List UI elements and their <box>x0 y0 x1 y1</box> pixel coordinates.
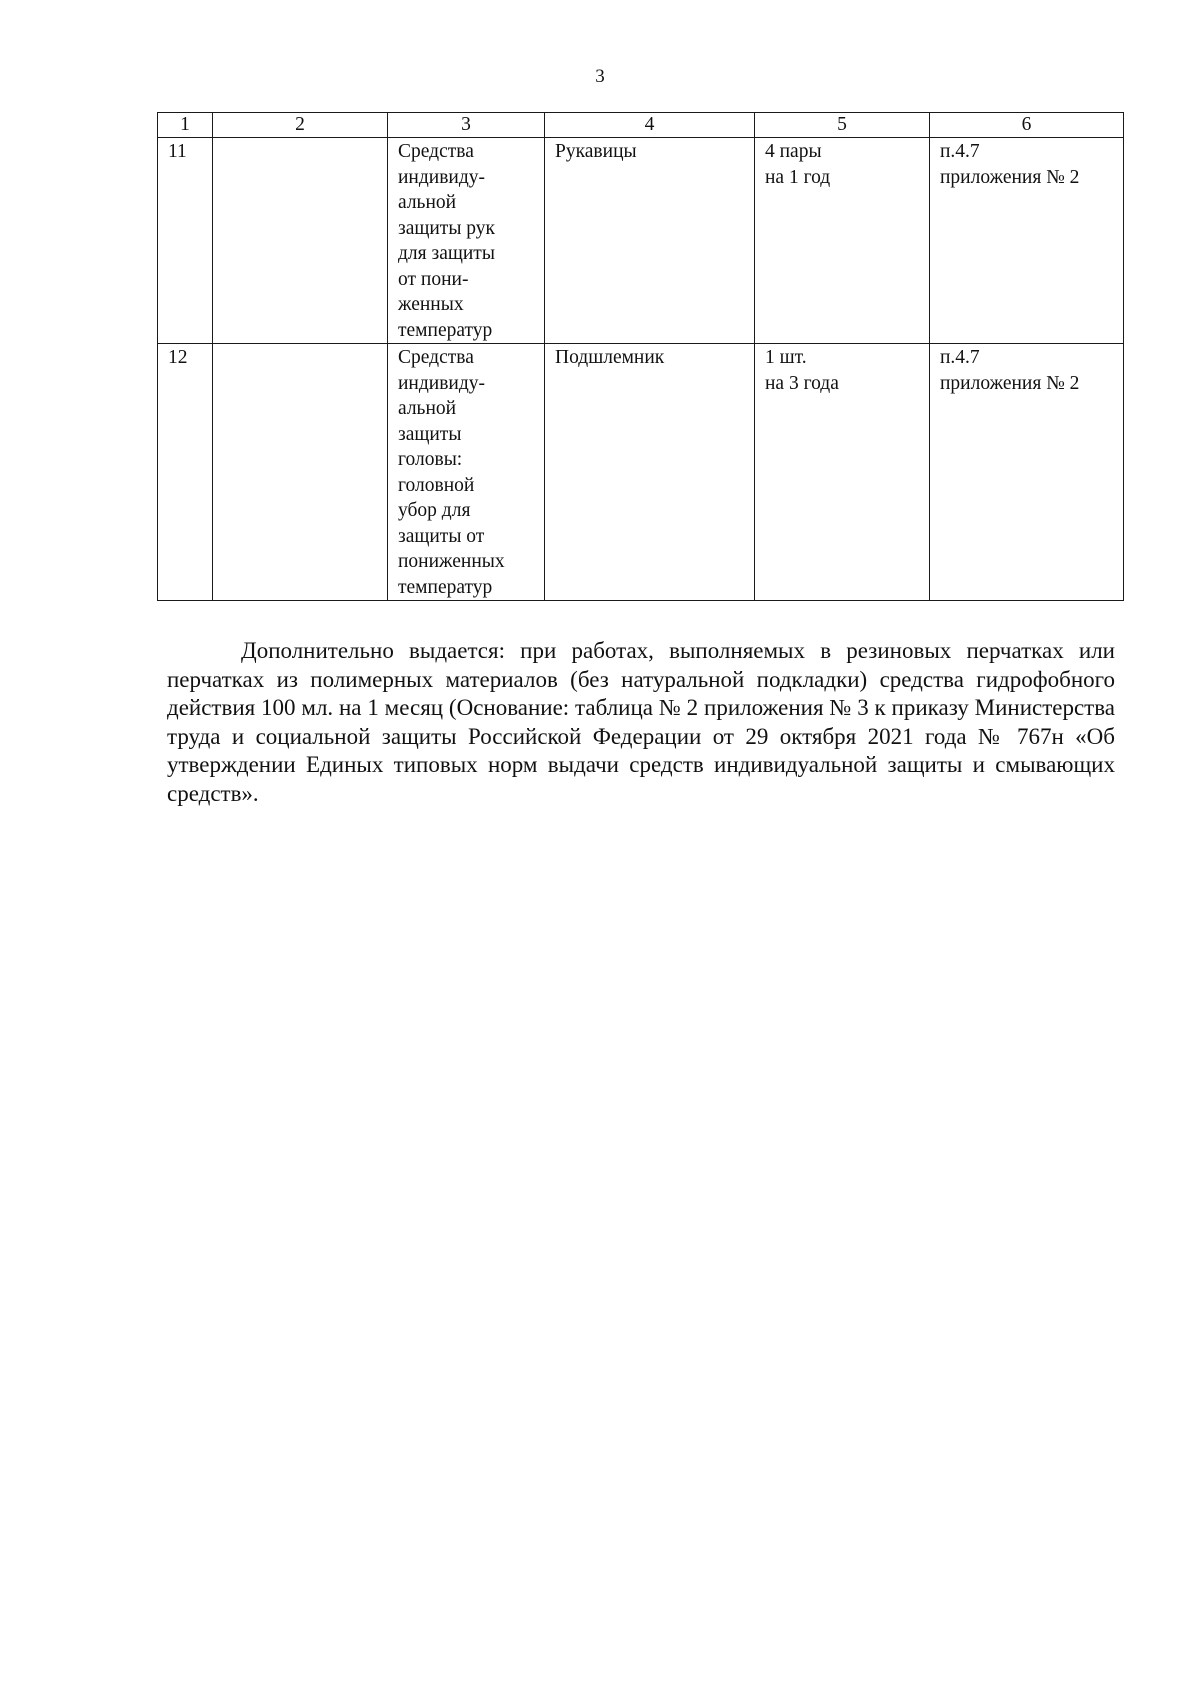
cell-line: пониженных <box>398 551 505 572</box>
profession-cell <box>213 138 388 344</box>
cell-line: температур <box>398 576 493 598</box>
cell-line: головной <box>398 474 475 496</box>
header-col-1: 1 <box>158 113 213 138</box>
cell-line: защиты рук <box>398 217 496 239</box>
basis-cell <box>930 344 1124 601</box>
row-number: 11 <box>158 138 213 344</box>
ppe-type-cell <box>388 138 545 344</box>
cell-line: на 3 года <box>765 372 839 394</box>
cell-line: 1 шт. <box>765 347 807 368</box>
cell-line: индивиду- <box>398 372 486 394</box>
cell-line: на 1 год <box>765 166 831 188</box>
table-row <box>158 138 1124 344</box>
header-col-3: 3 <box>388 113 545 138</box>
header-col-5: 5 <box>755 113 930 138</box>
cell-line: убор для <box>398 500 471 521</box>
issue-norm-cell <box>755 344 930 601</box>
cell-line: для защиты <box>398 243 495 264</box>
cell-line: п.4.7 <box>940 347 980 368</box>
profession-cell <box>213 344 388 601</box>
cell-line: женных <box>398 294 464 315</box>
header-col-2: 2 <box>213 113 388 138</box>
header-row <box>158 113 1124 138</box>
cell-line: Средства <box>398 347 474 368</box>
norms-table <box>157 112 1124 601</box>
cell-line: температур <box>398 319 493 341</box>
table-row <box>158 344 1124 601</box>
cell-line: индивиду- <box>398 166 486 188</box>
cell-line: защиты <box>398 423 462 445</box>
additional-issue-paragraph: Дополнительно выдается: при работах, выполняемых в резиновых перчатках или перчатках из полимерных материалов (без натуральной подкладки) средства гидрофобного действия 100 мл. на 1 месяц (Основание: таблица № 2 приложения № 3 к приказу Министерства труда и социальной защиты Российской Федерации от 29 октября 2021 года № 767н «Об утверждении Единых типовых норм выдачи средств индивидуальной защиты и смывающих средств». <box>167 638 1115 806</box>
row-number: 12 <box>158 344 213 601</box>
cell-line: головы: <box>398 449 463 470</box>
ppe-item-cell: Подшлемник <box>545 344 755 601</box>
cell-line: альной <box>398 192 457 213</box>
cell-line: 4 пары <box>765 141 822 162</box>
cell-line: альной <box>398 398 457 419</box>
ppe-type-cell <box>388 344 545 601</box>
cell-line: защиты от <box>398 525 485 547</box>
issue-norm-cell <box>755 138 930 344</box>
cell-line: приложения № 2 <box>940 372 1080 394</box>
page-number: 3 <box>595 66 605 87</box>
cell-line: приложения № 2 <box>940 166 1080 188</box>
ppe-item-cell: Рукавицы <box>545 138 755 344</box>
cell-line: Средства <box>398 141 474 162</box>
cell-line: п.4.7 <box>940 141 980 162</box>
header-col-6: 6 <box>930 113 1124 138</box>
cell-line: от пони- <box>398 268 469 290</box>
table-header <box>158 113 1124 138</box>
basis-cell <box>930 138 1124 344</box>
header-col-4: 4 <box>545 113 755 138</box>
